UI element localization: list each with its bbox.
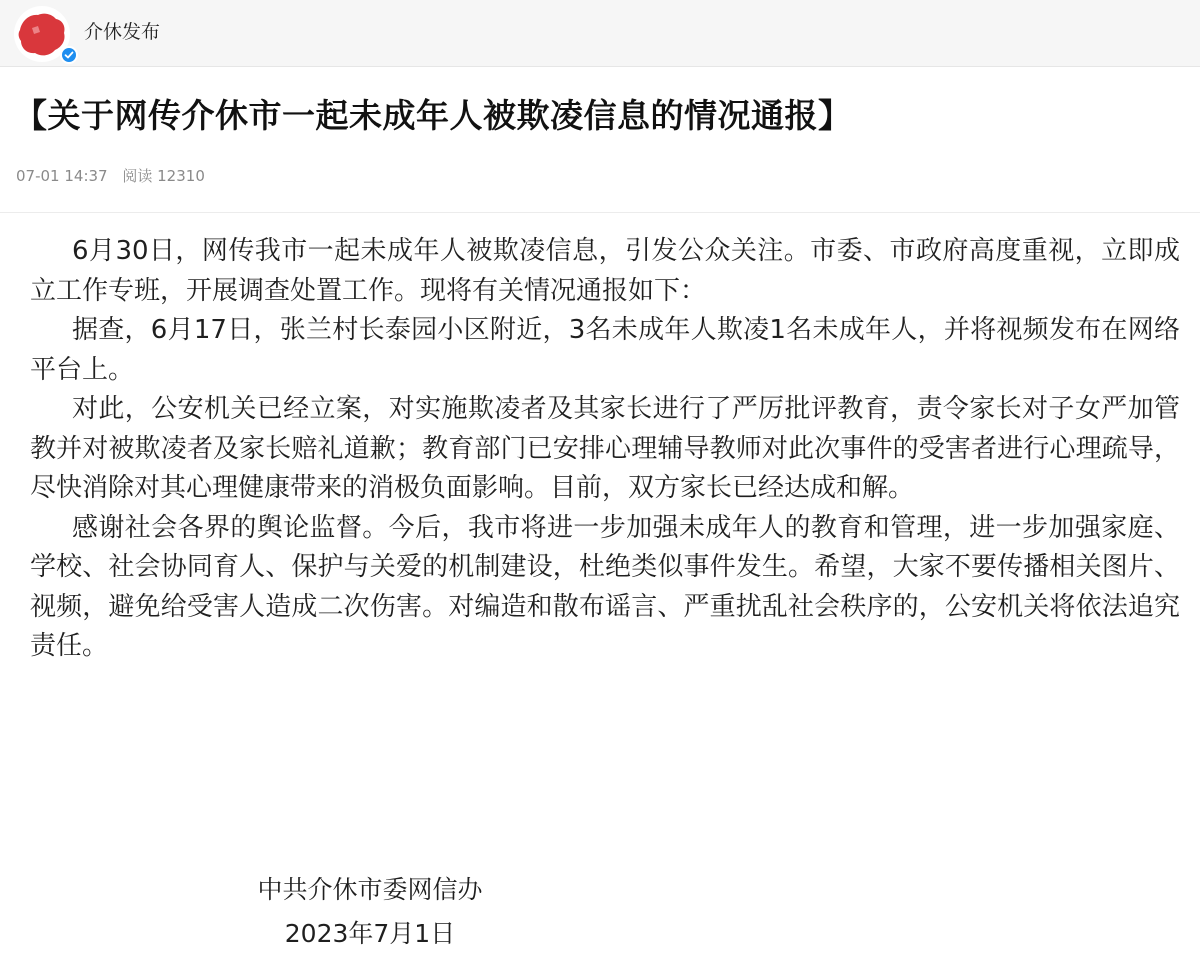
signature [180, 868, 560, 956]
signature-date: 2023年7月1日 [284, 919, 456, 948]
verified-badge-icon [60, 46, 78, 64]
paragraph-4: 感谢社会各界的舆论监督。今后，我市将进一步加强未成年人的教育和管理，进一步加强家庭、学校、社会协同育人、保护与关爱的机制建设，杜绝类似事件发生。希望，大家不要传播相关图片、视频，避免给受害人造成二次伤害。对编造和散布谣言、严重扰乱社会秩序的，公安机关将依法追究责任。 [30, 512, 1180, 661]
paragraph-1: 6月30日，网传我市一起未成年人被欺凌信息，引发公众关注。市委、市政府高度重视，立即成立工作专班，开展调查处置工作。现将有关情况通报如下： [30, 236, 1180, 306]
article-body [30, 232, 1180, 667]
account-avatar[interactable] [14, 6, 70, 62]
divider [0, 212, 1200, 213]
article-title: 【关于网传介休市一起未成年人被欺凌信息的情况通报】 [14, 96, 852, 135]
account-header [0, 0, 1200, 67]
publish-time: 07-01 14:37 [16, 167, 108, 185]
article-meta [16, 166, 215, 186]
signature-org: 中共介休市委网信办 [257, 875, 483, 904]
paragraph-3: 对此，公安机关已经立案，对实施欺凌者及其家长进行了严厉批评教育，责令家长对子女严加管教并对被欺凌者及家长赔礼道歉；教育部门已安排心理辅导教师对此次事件的受害者进行心理疏导，尽快消除对其心理健康带来的消极负面影响。目前，双方家长已经达成和解。 [30, 394, 1180, 503]
paragraph-2: 据查，6月17日，张兰村长泰园小区附近，3名未成年人欺凌1名未成年人，并将视频发布在网络平台上。 [30, 315, 1180, 385]
account-name[interactable]: 介休发布 [84, 21, 161, 43]
read-count: 阅读 12310 [122, 167, 205, 185]
